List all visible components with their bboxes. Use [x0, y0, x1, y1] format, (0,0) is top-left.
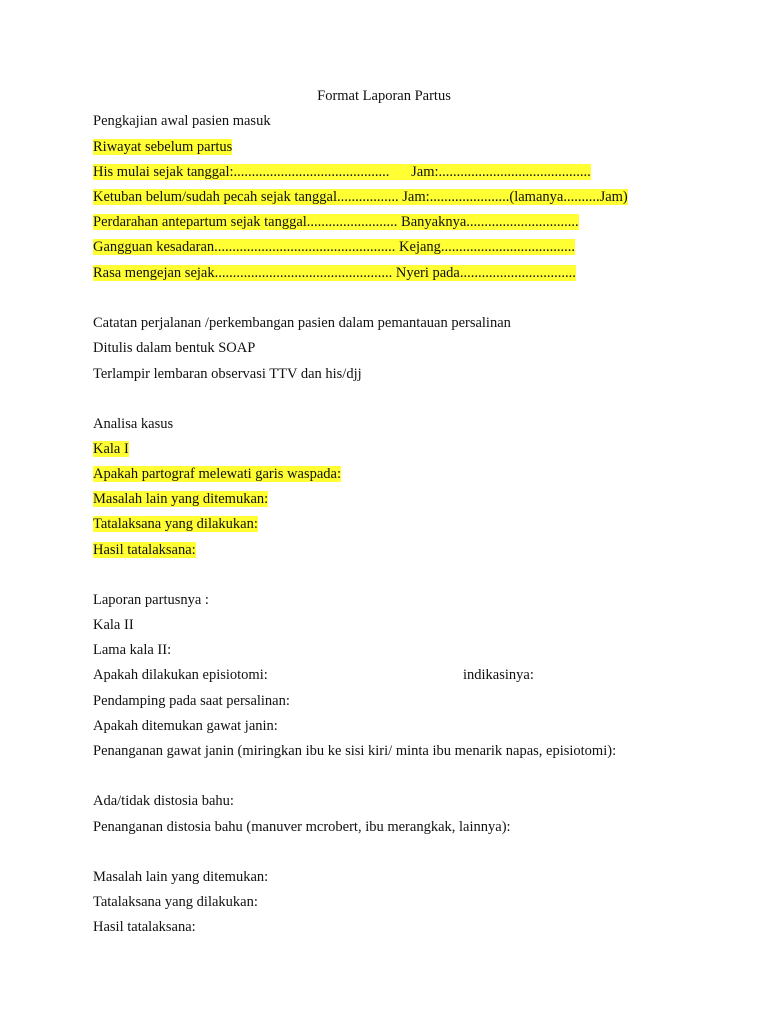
- pendamping-label: Pendamping pada saat persalinan:: [93, 693, 290, 709]
- form-row-mengejan: Rasa mengejan sejak................................................. Nyeri pada................................: [93, 265, 576, 281]
- soap-line: Ditulis dalam bentuk SOAP: [93, 340, 256, 356]
- penanganan-gawat-janin-label: Penanganan gawat janin (miringkan ibu ke sisi kiri/ minta ibu menarik napas, episiotomi):: [93, 743, 617, 759]
- tatalaksana-label: Tatalaksana yang dilakukan:: [93, 894, 258, 910]
- highlighted-item-tatalaksana: Tatalaksana yang dilakukan:: [93, 516, 258, 532]
- episiotomi-label: Apakah dilakukan episiotomi:: [93, 667, 268, 683]
- form-row-ketuban: Ketuban belum/sudah pecah sejak tanggal................. Jam:......................(lamanya..........Jam): [93, 189, 628, 205]
- highlighted-item-kala-i: Kala I: [93, 441, 129, 457]
- form-row-his: His mulai sejak tanggal:........................................... Jam:..........................................: [93, 164, 591, 180]
- document-title: Format Laporan Partus: [317, 88, 451, 104]
- highlighted-item-partograf: Apakah partograf melewati garis waspada:: [93, 466, 342, 482]
- indikasi-label: indikasinya:: [463, 667, 534, 683]
- form-row-gangguan: Gangguan kesadaran.................................................. Kejang.....................................: [93, 239, 576, 255]
- section-heading-laporan: Laporan partusnya :: [93, 592, 209, 608]
- distosia-label: Ada/tidak distosia bahu:: [93, 793, 234, 809]
- highlighted-item-masalah: Masalah lain yang ditemukan:: [93, 491, 269, 507]
- section-heading-pengkajian: Pengkajian awal pasien masuk: [93, 113, 271, 129]
- penanganan-distosia-label: Penanganan distosia bahu (manuver mcrobert, ibu merangkak, lainnya):: [93, 819, 511, 835]
- hasil-tatalaksana-label: Hasil tatalaksana:: [93, 919, 196, 935]
- catatan-line: Catatan perjalanan /perkembangan pasien dalam pemantauan persalinan: [93, 315, 511, 331]
- highlighted-item-hasil: Hasil tatalaksana:: [93, 542, 196, 558]
- section-heading-analisa: Analisa kasus: [93, 416, 174, 432]
- gawat-janin-label: Apakah ditemukan gawat janin:: [93, 718, 278, 734]
- kala-ii-label: Kala II: [93, 617, 134, 633]
- masalah-lain-label: Masalah lain yang ditemukan:: [93, 869, 269, 885]
- lama-kala-ii-label: Lama kala II:: [93, 642, 172, 658]
- lampiran-line: Terlampir lembaran observasi TTV dan his/djj: [93, 366, 362, 382]
- form-row-perdarahan: Perdarahan antepartum sejak tanggal......................... Banyaknya...............................: [93, 214, 579, 230]
- highlighted-subheading-riwayat: Riwayat sebelum partus: [93, 139, 233, 155]
